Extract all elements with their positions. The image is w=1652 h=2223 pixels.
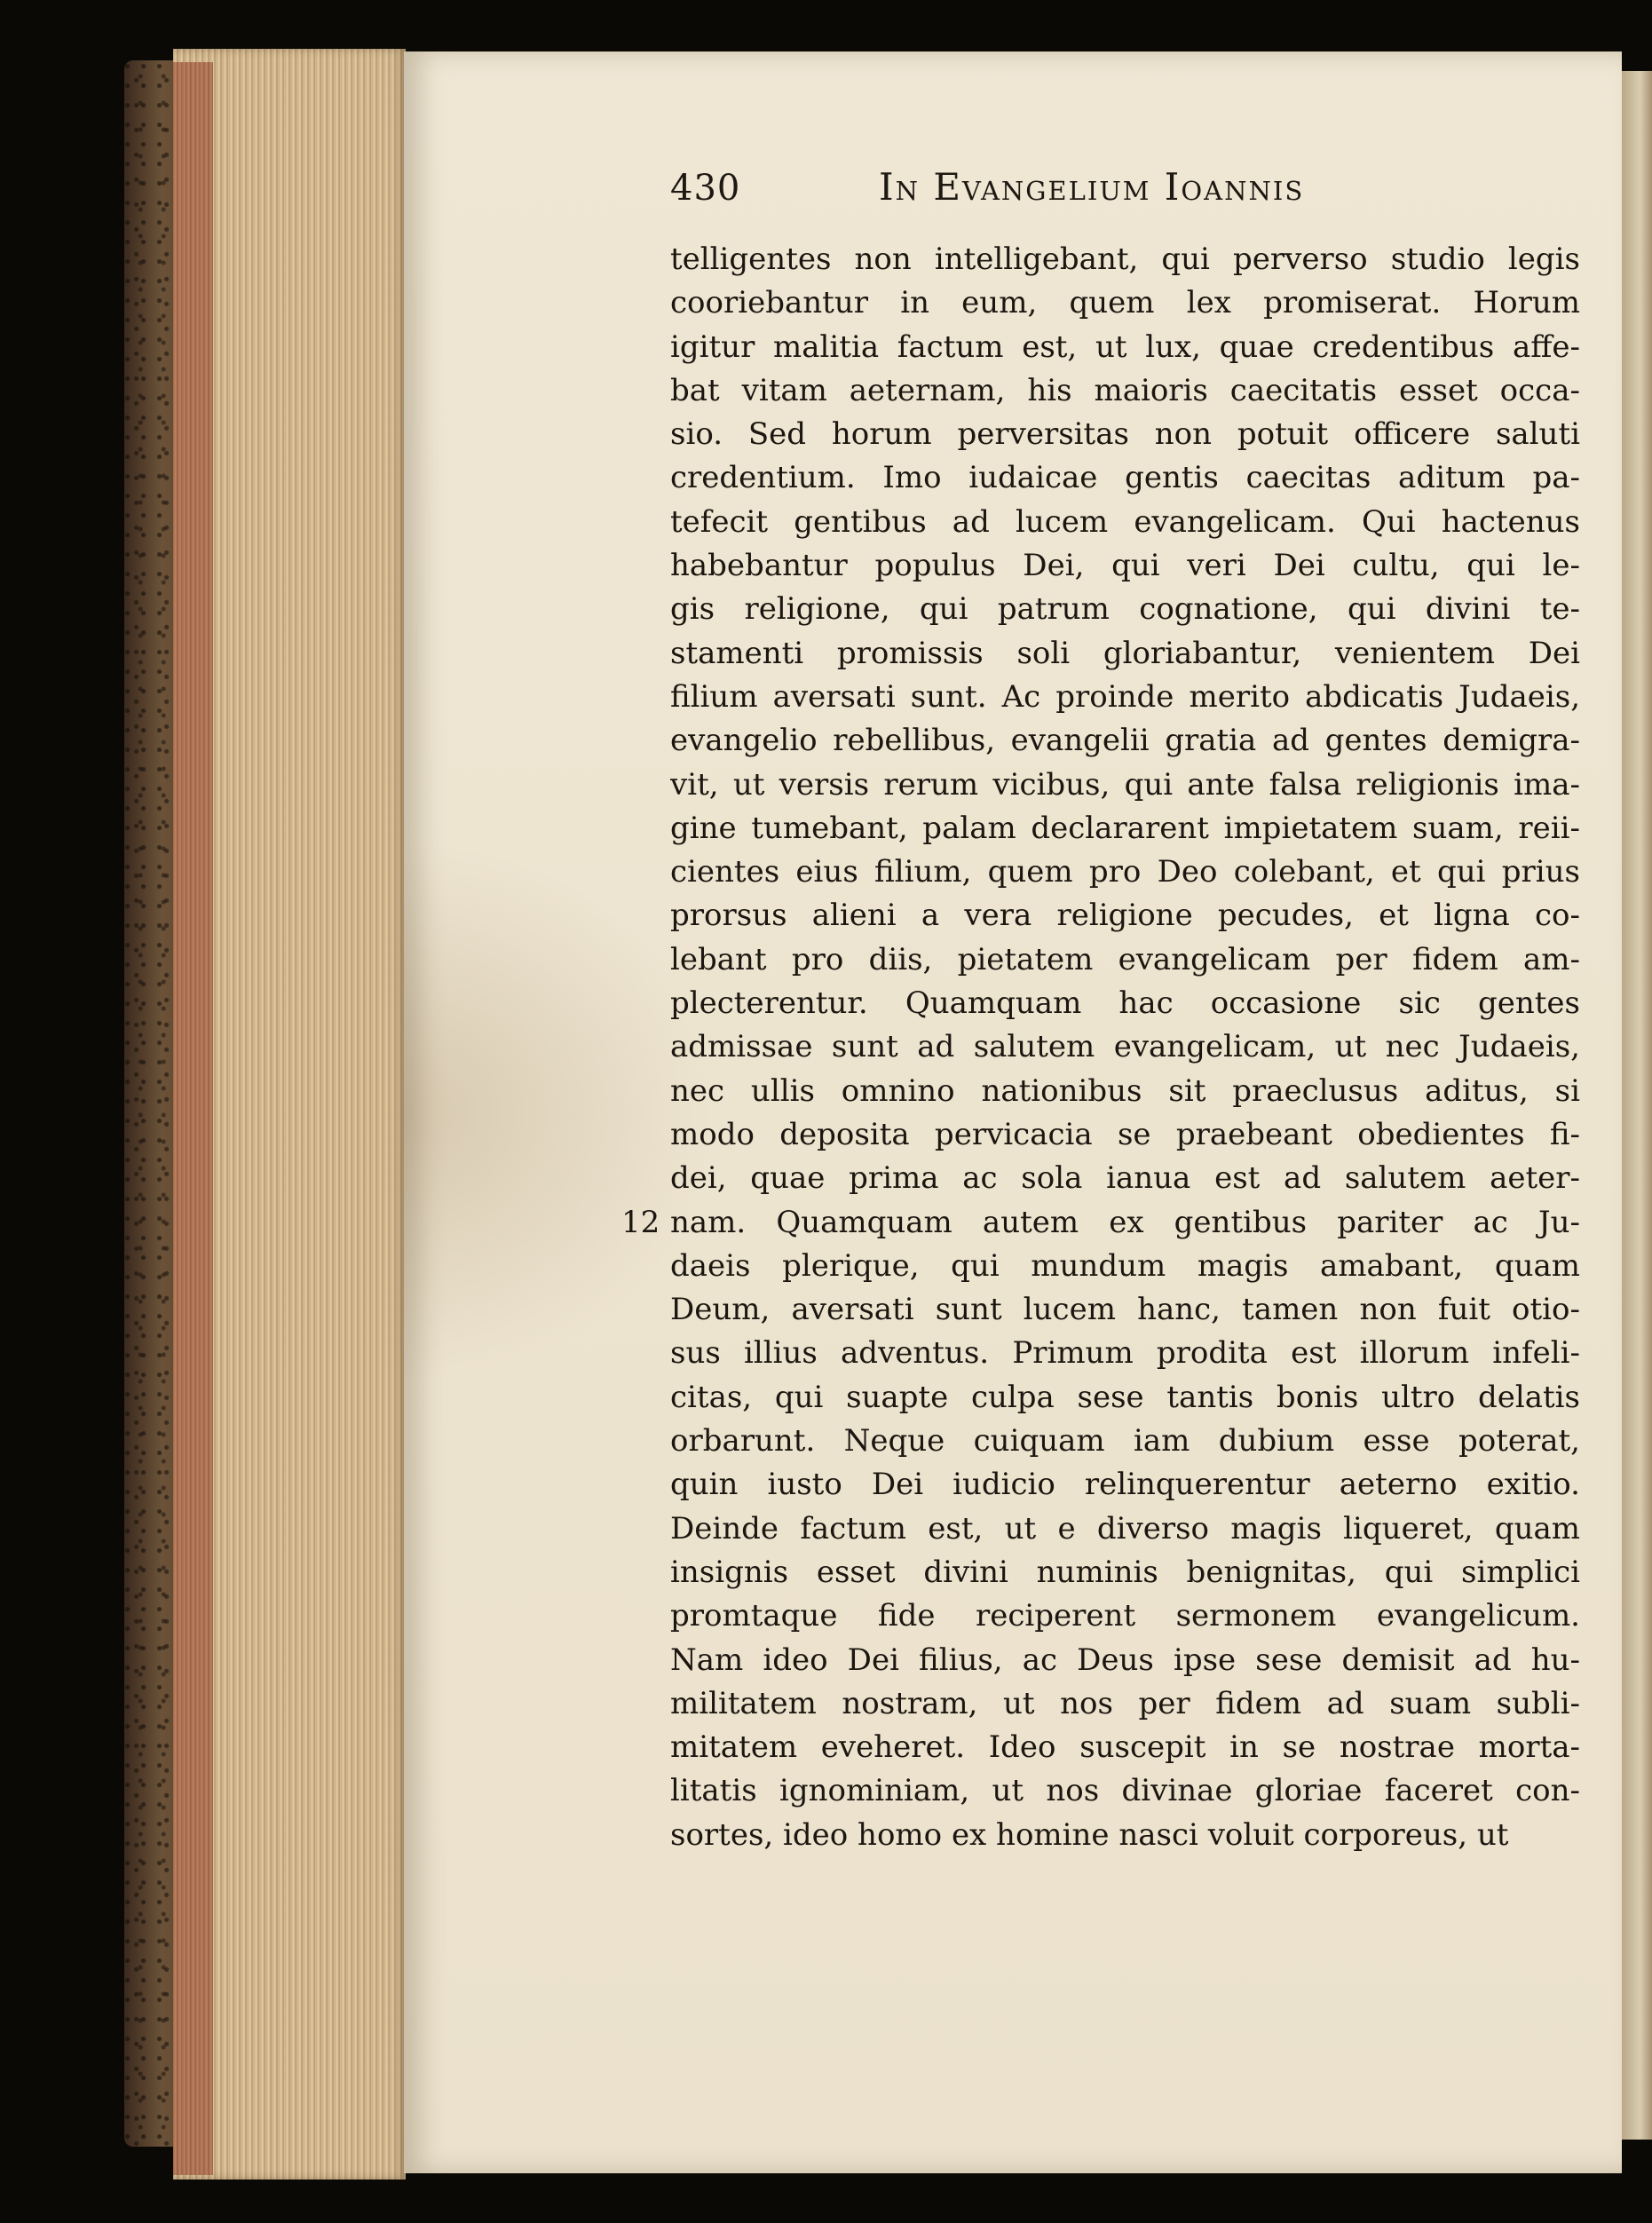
text-line: sortes, ideo homo ex homine nasci voluit corporeus, ut [670, 1816, 1509, 1853]
text-line: militatem nostram, ut nos per fidem ad suam subli- [670, 1685, 1580, 1721]
text-line: lebant pro diis, pietatem evangelicam per fidem am- [670, 941, 1580, 977]
text-line: prorsus alieni a vera religione pecudes, et ligna co- [670, 898, 1580, 934]
text-line: Nam ideo Dei filius, ac Deus ipse sese demisit ad hu- [670, 1642, 1580, 1678]
text-line: bat vitam aeternam, his maioris caecitatis esset occa- [670, 372, 1580, 408]
text-line: stamenti promissis soli gloriabantur, venientem Dei [670, 635, 1580, 671]
text-line: quin iusto Dei iudicio relinquerentur aeterno exitio. [670, 1467, 1580, 1503]
text-line: daeis plerique, qui mundum magis amabant, quam [670, 1247, 1580, 1284]
text-line: igitur malitia factum est, ut lux, quae credentibus affe- [670, 328, 1580, 365]
text-line: citas, qui suapte culpa sese tantis bonis ultro delatis [670, 1379, 1580, 1415]
text-line: nam. Quamquam autem ex gentibus pariter ac Ju- [670, 1204, 1580, 1240]
text-line: gine tumebant, palam declararent impietatem suam, reii- [670, 810, 1580, 846]
running-head [670, 165, 1638, 209]
text-line: dei, quae prima ac sola ianua est ad salutem aeter- [670, 1160, 1580, 1197]
facing-page-edge [1622, 71, 1652, 2140]
text-line: cooriebantur in eum, quem lex promiserat. Horum [670, 285, 1580, 321]
body-text [670, 238, 1580, 1857]
text-line: filium aversati sunt. Ac proinde merito abdicatis Judaeis, [670, 678, 1580, 715]
text-line: sio. Sed horum perversitas non potuit officere saluti [670, 416, 1580, 453]
text-line: cientes eius filium, quem pro Deo colebant, et qui prius [670, 854, 1580, 890]
text-line: Deum, aversati sunt lucem hanc, tamen non fuit otio- [670, 1292, 1580, 1328]
text-line: orbarunt. Neque cuiquam iam dubium esse poterat, [670, 1423, 1580, 1460]
text-line: tefecit gentibus ad lucem evangelicam. Qui hactenus [670, 503, 1580, 540]
text-line: telligentes non intelligebant, qui perverso studio legis [670, 241, 1580, 277]
text-line: sus illius adventus. Primum prodita est illorum infeli- [670, 1335, 1580, 1372]
text-line: gis religione, qui patrum cognatione, qui divini te- [670, 591, 1580, 628]
red-edge-stain [173, 62, 213, 2175]
text-line: admissae sunt ad salutem evangelicam, ut nec Judaeis, [670, 1029, 1580, 1065]
running-title: In Evangelium Ioannis [879, 165, 1305, 209]
text-line: plecterentur. Quamquam hac occasione sic gentes [670, 985, 1580, 1022]
text-line: Deinde factum est, ut e diverso magis liqueret, quam [670, 1510, 1580, 1547]
page-number: 430 [670, 168, 741, 209]
text-line: modo deposita pervicacia se praebeant obedientes fi- [670, 1116, 1580, 1152]
text-line: mitatem eveheret. Ideo suscepit in se nostrae morta- [670, 1729, 1580, 1766]
text-line: insignis esset divini numinis benignitas, qui simplici [670, 1554, 1580, 1590]
text-line: litatis ignominiam, ut nos divinae gloriae faceret con- [670, 1773, 1580, 1809]
text-line: promtaque fide reciperent sermonem evangelicum. [670, 1598, 1580, 1634]
text-line: nec ullis omnino nationibus sit praeclusus aditus, si [670, 1072, 1580, 1109]
text-line: habebantur populus Dei, qui veri Dei cultu, qui le- [670, 548, 1580, 584]
text-line: evangelio rebellibus, evangelii gratia ad gentes demigra- [670, 723, 1580, 759]
text-line: credentium. Imo iudaicae gentis caecitas aditum pa- [670, 460, 1580, 496]
verse-number-marker: 12 [621, 1204, 660, 1240]
text-line: vit, ut versis rerum vicibus, qui ante falsa religionis ima- [670, 766, 1580, 803]
